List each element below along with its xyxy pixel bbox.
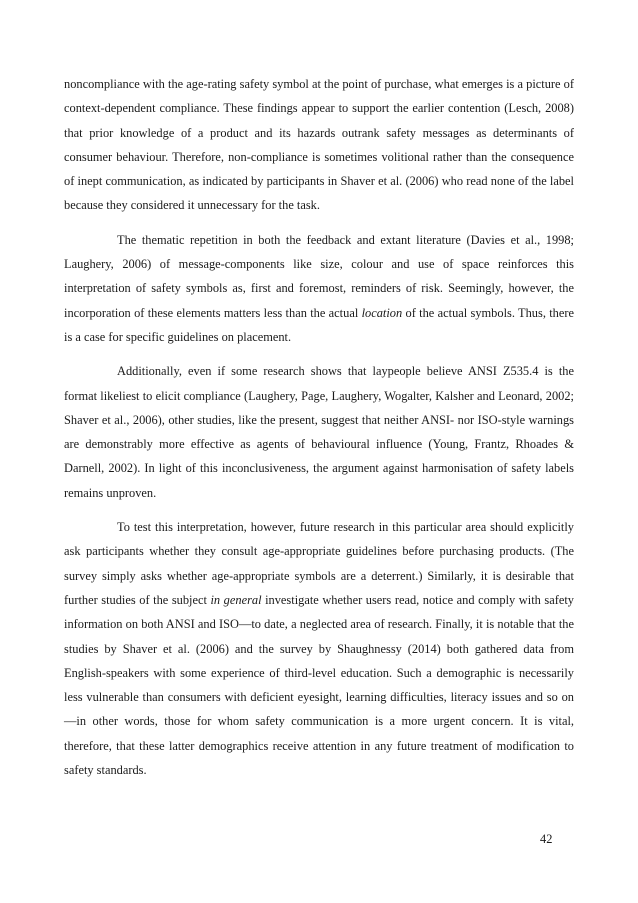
paragraph-1-text: noncompliance with the age-rating safety symbol at the point of purchase, what emerges is a picture of context-dependent compliance. These findings appear to support the earlier contention (Lesch, 2008) that prior knowledge of a product and its hazards outrank safety messages as determinants of consumer behaviour. Therefore, non-compliance is sometimes volitional rather than the consequence of inept communication, as indicated by participants in Shaver et al. (2006) who read none of the label because they considered it unnecessary for the task. — [64, 77, 574, 213]
page-number: 42 — [540, 832, 553, 846]
emphasis-in-general: in general — [210, 592, 262, 607]
paragraph-4 — [64, 515, 574, 782]
body-text — [64, 72, 574, 792]
paragraph-2-text-start: The thematic repetition in both the feedback and extant literature (Davies et al., 1998; Laughery, 2006) of message-components like size, colour and use of space reinforces this interpretation of safety symbols as, first and foremost, reminders of risk. Seemingly, however, the incorporation of these elements matters less than the actual — [64, 232, 574, 320]
paragraph-4-text-end: investigate whether users read, notice and comply with safety information on both ANSI and ISO—to date, a neglected area of research. Finally, it is notable that the studies by Shaver et al. (2006) and the survey by Shaughnessy (2014) both gathered data from English-speakers with some experience of third-level education. Such a demographic is necessarily less vulnerable than consumers with deficient eyesight, learning difficulties, literacy issues and so on—in other words, those for whom safety communication is a more urgent concern. It is vital, therefore, that these latter demographics receive attention in any future treatment of modification to safety standards. — [64, 592, 574, 778]
paragraph-1 — [64, 72, 574, 218]
paragraph-3-text: Additionally, even if some research shows that laypeople believe ANSI Z535.4 is the format likeliest to elicit compliance (Laughery, Page, Laughery, Wogalter, Kalsher and Leonard, 2002; Shaver et al., 2006), other studies, like the present, suggest that neither ANSI- nor ISO-style warnings are demonstrably more effective as agents of behavioural influence (Young, Frantz, Rhoades & Darnell, 2002). In light of this inconclusiveness, the argument against harmonisation of safety labels remains unproven. — [64, 364, 574, 500]
emphasis-location: location — [361, 305, 403, 320]
paragraph-3 — [64, 359, 574, 505]
paragraph-2 — [64, 228, 574, 349]
paragraph-4-text-start: To test this interpretation, however, future research in this particular area should explicitly ask participants whether they consult age-appropriate guidelines before purchasing products. (The survey simply asks whether age-appropriate symbols are a deterrent.) Similarly, it is desirable that further studies of the subject — [64, 520, 574, 607]
paragraph-2-text-end: of the actual symbols. Thus, there is a case for specific guidelines on placement. — [64, 305, 575, 344]
